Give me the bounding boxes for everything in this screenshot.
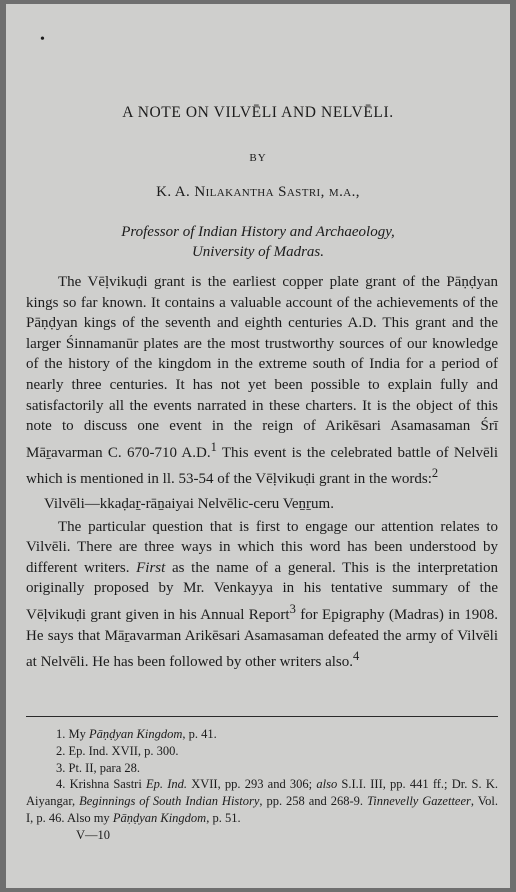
paragraph-2-emphasis: First <box>136 559 166 576</box>
footnote-4-text-c: S.I.I. III, pp. 441 ff.; Dr. S. K. Aiyangar, <box>26 777 498 809</box>
paragraph-1-tail: This event is the celebrated battle of Nelvēli which is mentioned in ll. 53-54 of the Vēḷvikuḍi grant in the words: <box>26 444 499 488</box>
document-page <box>6 4 510 888</box>
footnote-1-text-a: My <box>68 727 89 741</box>
footnotes <box>26 726 498 844</box>
footnote-4 <box>26 776 498 826</box>
paragraph-2 <box>26 517 498 673</box>
quoted-inscription: Vilvēli—kkaḍaṟ-rāṉaiyai Nelvēlic-ceru Veṉṟum. <box>44 495 334 512</box>
footnote-4-text-f: , p. 51. <box>206 810 241 825</box>
article-body <box>26 272 498 673</box>
paragraph-2-text-c: for Epigraphy (Madras) in 1908. He says that Māṟavarman Arikēsari Asamasaman defeated the army of Vilvēli at Nelvēli. He has been followed by other writers also. <box>26 606 499 671</box>
footnote-4-ital-1: Ep. Ind. <box>146 777 188 792</box>
author-line <box>6 184 510 201</box>
ink-mark: • <box>40 32 45 47</box>
footnote-divider <box>26 716 498 717</box>
footnote-3: 3. Pt. II, para 28. <box>56 760 141 775</box>
affiliation-line-2: University of Madras. <box>191 244 325 260</box>
footnote-4-text-d: , pp. 258 and 268-9. <box>259 794 367 809</box>
author-degree: m.a., <box>328 184 360 200</box>
footnote-1-title: Pāṇḍyan Kingdom <box>89 727 183 741</box>
byline-label: BY <box>249 152 267 164</box>
footnote-ref-2: 2 <box>431 466 439 481</box>
footnote-4-text-e: , Vol. I, p. 46. Also my <box>26 794 498 825</box>
paragraph-2-text-b: as the name of a general. This is the interpretation originally proposed by Mr. Venkayya in his tentative summary of the Vēḷvikuḍi grant given in his Annual Report <box>26 559 498 623</box>
author-name: Nilakantha Sastri, <box>194 184 325 200</box>
footnote-1 <box>26 726 498 743</box>
footnote-4-ital-5: Pāṇḍyan Kingdom <box>112 810 207 825</box>
article-title: A NOTE ON VILVĒLI AND NELVĒLI. <box>122 104 394 121</box>
paragraph-1 <box>26 272 498 490</box>
paragraph-1-text: The Vēḷvikuḍi grant is the earliest copper plate grant of the Pāṇḍyan kings so far known. It contains a valuable account of the achievements of the Pāṇḍyan kings of the seventh and eighth centuries A.D. This grant and the larger Śinnamanūr plates are the most trustworthy sources of our knowledge of the history of the kingdom in the extreme south of India for a period of nearly three centuries. It has not yet been possible to explain fully and satisfactorily all the events narrated in these charters. It is the object of this note to discuss one event in the reign of Arikēsari Asamasaman Śrī Māṟavarman C. 670-710 A.D. <box>26 274 498 461</box>
footnote-4-text-b: XVII, pp. 293 and 306; <box>187 777 317 792</box>
author-affiliation <box>6 222 510 262</box>
author-initials: K. A. <box>156 184 191 200</box>
footnote-ref-1: 1 <box>210 439 217 454</box>
paragraph-2-text-a: The particular question that is first to engage our attention relates to Vilvēli. There are three ways in which this word has been understood by different writers. <box>26 518 498 576</box>
footnote-1-text-b: , p. 41. <box>182 727 217 741</box>
footnote-1-number: 1. <box>56 727 66 741</box>
footnote-2: 2. Ep. Ind. XVII, p. 300. <box>56 743 179 758</box>
footnote-ref-4: 4 <box>352 649 360 664</box>
affiliation-line-1: Professor of Indian History and Archaeology, <box>121 224 395 240</box>
footnote-4-text-a: 4. Krishna Sastri <box>56 777 147 792</box>
footnote-4-ital-3: Beginnings of South Indian History <box>79 794 260 809</box>
footnote-4-ital-2: also <box>316 777 338 792</box>
footnote-ref-3: 3 <box>289 601 296 616</box>
printer-signature: V—10 <box>76 827 111 842</box>
footnote-4-ital-4: Tinnevelly Gazetteer <box>366 794 471 809</box>
